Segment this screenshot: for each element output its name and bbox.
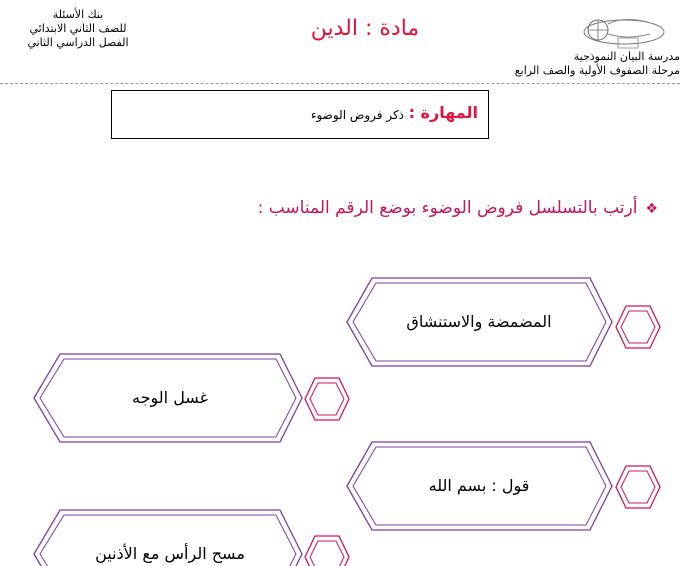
instruction-text: أرتب بالتسلسل فروض الوضوء بوضع الرقم المناسب : — [257, 198, 638, 218]
school-section: مرحلة الصفوف الأولية والصف الرابع — [514, 64, 680, 77]
item-3-number-box[interactable] — [616, 466, 660, 508]
skill-label: المهارة : — [408, 103, 478, 122]
subject-title: مادة : الدين — [310, 16, 420, 41]
item-1-text: المضمضة والاستنشاق — [406, 312, 552, 331]
item-2-text: غسل الوجه — [132, 388, 208, 407]
bank-line-3: الفصل الدراسي الثاني — [27, 36, 129, 49]
item-4-text: مسح الرأس مع الأذنين — [95, 544, 245, 563]
item-1-number-box[interactable] — [616, 306, 660, 348]
item-2-number-box[interactable] — [305, 378, 349, 420]
school-name: مدرسة البيان النموذجية — [573, 50, 680, 63]
bank-line-1: بنك الأسئلة — [52, 8, 104, 21]
bank-line-2: للصف الثاني الابتدائي — [29, 22, 127, 35]
diamond-bullet-icon: ❖ — [645, 201, 658, 217]
item-3-text: قول : بسم الله — [428, 476, 530, 495]
skill-value: ذكر فروض الوضوء — [310, 108, 404, 122]
